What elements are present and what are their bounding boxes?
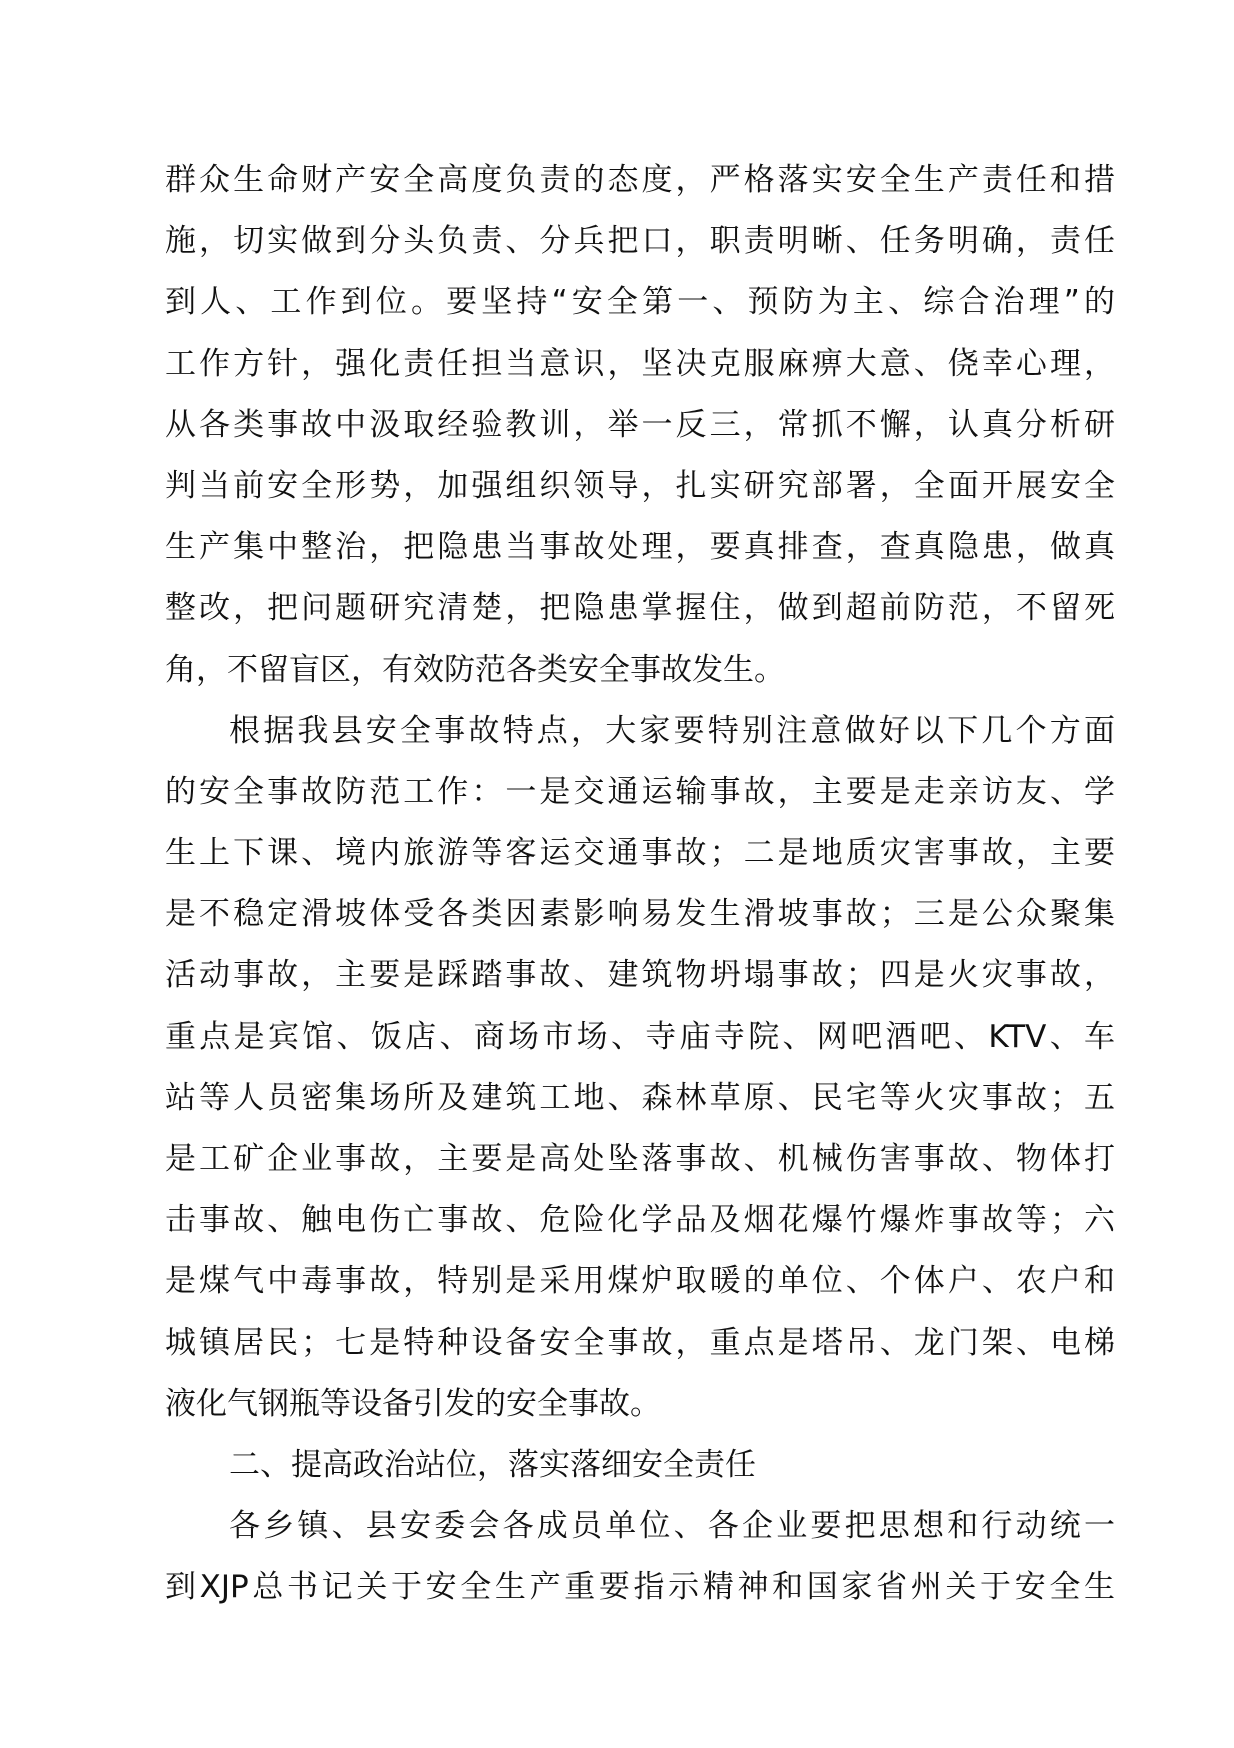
text-line: 是工矿企业事故，主要是高处坠落事故、机械伤害事故、物体打 — [165, 1141, 1115, 1177]
document-body — [165, 150, 1115, 1619]
text-line: 重点是宾馆、饭店、商场市场、寺庙寺院、网吧酒吧、KTV、车 — [165, 1018, 1115, 1055]
text-line: 判当前安全形势，加强组织领导，扎实研究部署，全面开展安全 — [165, 467, 1115, 504]
text-line: 各乡镇、县安委会各成员单位、各企业要把思想和行动统一 — [229, 1508, 1115, 1545]
text-line: 击事故、触电伤亡事故、危险化学品及烟花爆竹爆炸事故等；六 — [165, 1202, 1115, 1239]
text-line: 是不稳定滑坡体受各类因素影响易发生滑坡事故；三是公众聚集 — [165, 896, 1115, 933]
text-line: 群众生命财产安全高度负责的态度，严格落实安全生产责任和措 — [165, 162, 1115, 198]
text-line: 是煤气中毒事故，特别是采用煤炉取暖的单位、个体户、农户和 — [165, 1263, 1115, 1300]
text-line: 到人、工作到位。要坚持“安全第一、预防为主、综合治理”的 — [165, 284, 1115, 321]
section-heading: 二、提高政治站位，落实落细安全责任 — [229, 1446, 756, 1483]
text-line: 生产集中整治，把隐患当事故处理，要真排查，查真隐患，做真 — [165, 529, 1115, 566]
text-line: 生上下课、境内旅游等客运交通事故；二是地质灾害事故，主要 — [165, 835, 1115, 872]
text-line: 根据我县安全事故特点，大家要特别注意做好以下几个方面 — [229, 712, 1115, 749]
text-line: 城镇居民；七是特种设备安全事故，重点是塔吊、龙门架、电梯 — [165, 1324, 1115, 1361]
text-line: 从各类事故中汲取经验教训，举一反三，常抓不懈，认真分析研 — [165, 406, 1115, 443]
text-line: 工作方针，强化责任担当意识，坚决克服麻痹大意、侥幸心理， — [165, 345, 1115, 382]
text-line: 站等人员密集场所及建筑工地、森林草原、民宅等火灾事故；五 — [165, 1079, 1115, 1116]
text-line: 角，不留盲区，有效防范各类安全事故发生。 — [165, 651, 785, 688]
text-line: 整改，把问题研究清楚，把隐患掌握住，做到超前防范，不留死 — [165, 590, 1115, 627]
text-line: 液化气钢瓶等设备引发的安全事故。 — [165, 1385, 661, 1422]
text-line: 的安全事故防范工作：一是交通运输事故，主要是走亲访友、学 — [165, 773, 1115, 810]
text-line: 施，切实做到分头负责、分兵把口，职责明晰、任务明确，责任 — [165, 223, 1115, 260]
text-line: 活动事故，主要是踩踏事故、建筑物坍塌事故；四是火灾事故， — [165, 957, 1115, 994]
text-line: 到XJP总书记关于安全生产重要指示精神和国家省州关于安全生 — [165, 1569, 1115, 1606]
